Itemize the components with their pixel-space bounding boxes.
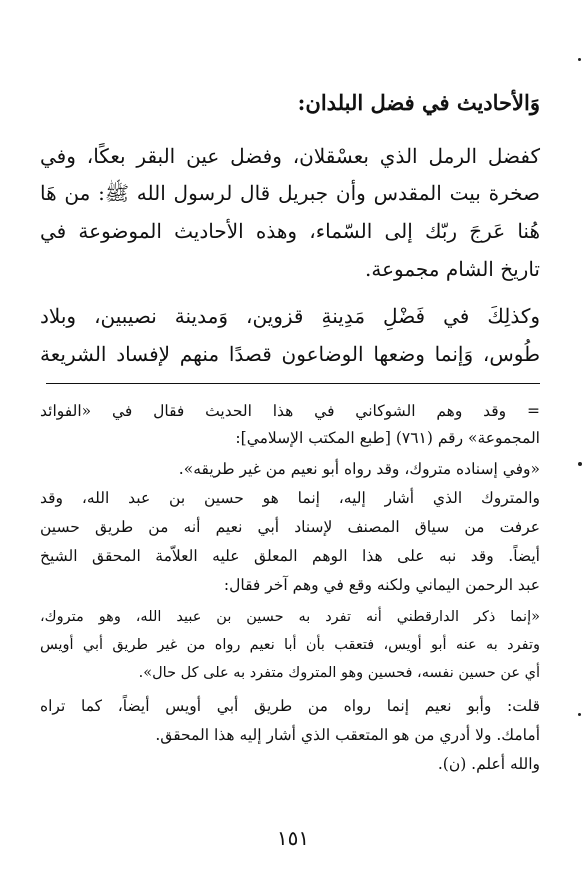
footnote-line: «إنما ذكر الدارقطني أنه تفرد به حسين بن عبيد الله، وهو متروك،	[40, 609, 540, 625]
footnote-line: وتفرد به عنه أبو أويس، فتعقب بأن أبا نعيم رواه من غير طريق أبي أويس	[40, 637, 540, 653]
footnote-line: عرفت من سياق المصنف لإسناد أبي نعيم أنه من طريق حسين	[40, 518, 540, 536]
footnote-line: والمتروك الذي أشار إليه، إنما هو حسين بن عبد الله، وقد	[40, 489, 540, 507]
footnote-line: «وفي إسناده متروك، وقد رواه أبو نعيم من غير طريقه».	[178, 460, 540, 478]
footnote-line: أي عن حسين نفسه، فحسين وهو المتروك متفرد به على كل حال».	[138, 665, 540, 681]
body-line: صخرة بيت المقدس وأن جبريل قال لرسول الله ﷺ: من هَا	[40, 181, 540, 205]
footnote-line: = وقد وهم الشوكاني في هذا الحديث فقال في «الفوائد	[40, 402, 540, 420]
body-line: هُنا عَرجَ ربّك إلى السّماء، وهذه الأحاديث الموضوعة في	[40, 219, 540, 243]
page-number: ١٥١	[276, 826, 310, 850]
scan-speck	[578, 713, 581, 716]
footnote-line: عبد الرحمن اليماني ولكنه وقع في وهم آخر فقال:	[223, 576, 540, 594]
footnote-line: أمامك. ولا أدري من هو المتعقب الذي أشار إليه هذا المحقق.	[155, 726, 540, 744]
footnote-separator	[46, 383, 540, 384]
footnote-line: المجموعة» رقم (٧٦١) [طبع المكتب الإسلامي]:	[235, 429, 540, 447]
body-line: تاريخ الشام مجموعة.	[364, 257, 540, 281]
footnote-line: أيضاً. وقد نبه على هذا الوهم المعلق عليه العلاّمة المحقق الشيخ	[40, 547, 540, 565]
body-line: طُوس، وَإنما وضعها الوضاعون قصدًا منهم لإفساد الشريعة	[40, 342, 540, 366]
scan-speck	[578, 462, 582, 466]
scan-speck	[578, 58, 581, 61]
body-line: كفضل الرمل الذي بعسْقلان، وفضل عين البقر بعكًا، وفي	[40, 144, 540, 168]
body-line: وكذلِكَ في فَضْلِ مَدِينةِ قزوين، وَمدينة نصيبين، وبلاد	[40, 304, 540, 328]
section-heading: وَالأحاديث في فضل البلدان:	[297, 90, 540, 115]
footnote-line: والله أعلم. (ن).	[437, 755, 540, 773]
footnote-line: قلت: وأبو نعيم إنما رواه من طريق أبي أويس أيضاً، كما تراه	[40, 697, 540, 715]
